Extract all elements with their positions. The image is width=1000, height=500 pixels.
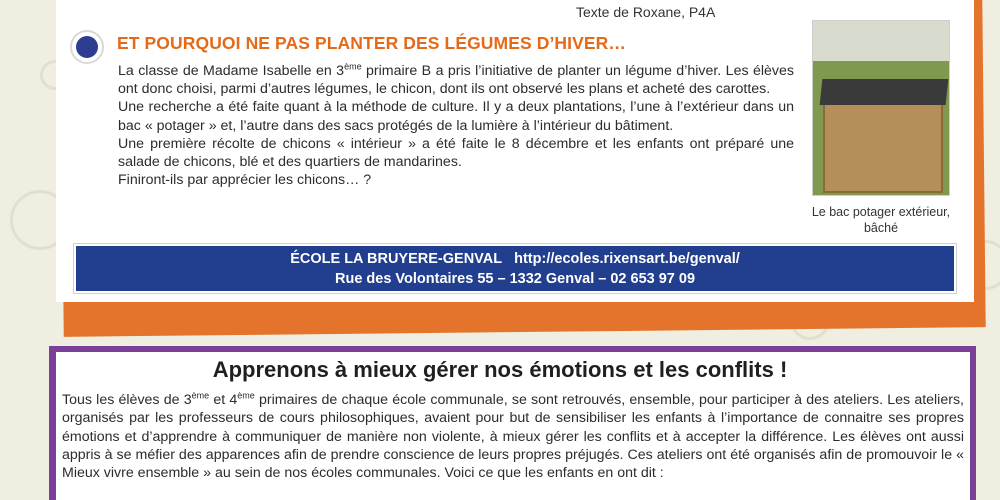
article-paragraph: La classe de Madame Isabelle en 3ème primaire B a pris l’initiative de planter un légume d’hiver. Les élèves ont donc choisi, parmi d’autres légumes, le chicon, dont ils ont observé les plans et acheté des carottes. xyxy=(118,61,794,98)
author-caption: Texte de Roxane, P4A xyxy=(576,4,716,20)
article-paragraph: Une première récolte de chicons « intérieur » a été faite le 8 décembre et les enfants ont préparé une salade de chicons, blé et des quartiers de mandarines. xyxy=(118,135,794,171)
school-address: Rue des Volontaires 55 – 1332 Genval – 02 653 97 09 xyxy=(334,271,696,287)
article-title: ET POURQUOI NE PAS PLANTER DES LÉGUMES D’HIVER… xyxy=(117,33,627,53)
photo-caption: Le bac potager extérieur, bâché xyxy=(811,205,951,235)
lower-article-title: Apprenons à mieux gérer nos émotions et les conflits ! xyxy=(212,357,788,382)
garden-bed-photo xyxy=(812,20,950,196)
article-body xyxy=(118,62,794,189)
school-url-link[interactable]: http://ecoles.rixensart.be/genval/ xyxy=(514,251,740,267)
article-paragraph: Finiront-ils par apprécier les chicons… ? xyxy=(118,172,372,189)
school-name: ÉCOLE LA BRUYERE-GENVAL xyxy=(290,251,503,267)
school-banner xyxy=(74,244,956,293)
bullet-circle-icon xyxy=(70,30,104,64)
article-paragraph: Une recherche a été faite quant à la méthode de culture. Il y a deux plantations, l’une à l’extérieur dans un bac « potager » et, l’autre dans des sacs protégés de la lumière à l’intérieur du bâtiment. xyxy=(118,99,794,134)
lower-article-body: Tous les élèves de 3ème et 4ème primaires de chaque école communale, se sont retrouvés, ensemble, pour participer à des ateliers. Les ateliers, organisés par les professeurs de cours philosophiques, avaient pour but de sensibiliser les enfants à l’importance de connaitre ses propres émotions et d’apprendre à communiquer de manière non violente, à mieux gérer les conflits et à accepter la différence. Les élèves ont aussi appris à se méfier des apparences afin de prendre conscience de leurs propres préjugés. Ces ateliers ont été organisés afin de promouvoir le « Mieux vivre ensemble » au sein de nos écoles communales. Voici ce que les enfants en ont dit : xyxy=(62,390,964,482)
